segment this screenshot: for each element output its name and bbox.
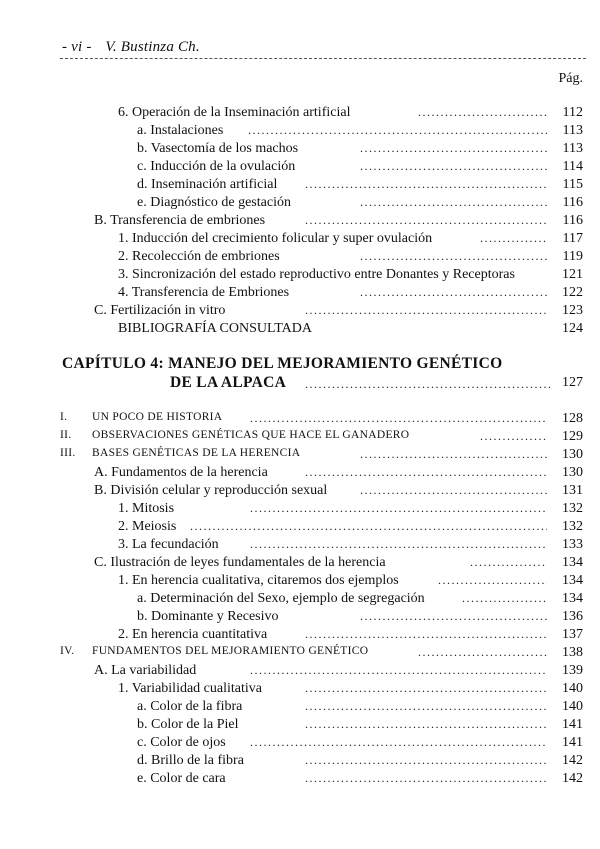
toc-entry-page: 133 <box>562 537 583 552</box>
toc-entry-label: e. Color de cara <box>137 771 226 786</box>
toc-entry-label: 2. Recolección de embriones <box>118 249 280 264</box>
toc-entry-label: B. División celular y reproducción sexual <box>94 483 328 498</box>
toc-entry <box>0 285 583 303</box>
toc-entry-page: 116 <box>562 195 583 210</box>
toc-entry <box>0 735 583 753</box>
toc-entry <box>0 159 583 177</box>
toc-entry-page: 131 <box>562 483 583 498</box>
toc-entry-page: 140 <box>562 681 583 696</box>
leader-dots <box>250 537 547 555</box>
toc-entry-label: C. Fertilización in vitro <box>94 303 226 318</box>
toc-entry-sublabel: FUNDAMENTOS DEL MEJORAMIENTO GENÉTICO <box>92 645 369 657</box>
toc-entry-label: d. Inseminación artificial <box>137 177 278 192</box>
toc-entry-label: c. Inducción de la ovulación <box>137 159 296 174</box>
toc-entry-sublabel: BASES GENÉTICAS DE LA HERENCIA <box>92 447 301 459</box>
toc-entry-page: 122 <box>562 285 583 300</box>
toc-entry-label: C. Ilustración de leyes fundamentales de la herencia <box>94 555 386 570</box>
toc-entry-page: 130 <box>562 447 583 462</box>
toc-entry <box>0 267 583 285</box>
toc-entry <box>0 663 583 681</box>
toc-entry-page: 134 <box>562 573 583 588</box>
toc-entry <box>0 537 583 555</box>
toc-entry <box>0 411 583 429</box>
toc-entry <box>0 141 583 159</box>
toc-entry <box>0 519 583 537</box>
toc-entry <box>0 321 583 339</box>
leader-dots <box>250 735 547 753</box>
toc-entry-page: 137 <box>562 627 583 642</box>
toc-entry-label: e. Diagnóstico de gestación <box>137 195 291 210</box>
toc-entry-label: d. Brillo de la fibra <box>137 753 244 768</box>
toc-entry <box>0 771 583 789</box>
toc-entry-page: 116 <box>562 213 583 228</box>
toc-entry-label: A. Fundamentos de la herencia <box>94 465 268 480</box>
toc-entry-label: B. Transferencia de embriones <box>94 213 266 228</box>
toc-entry-page: 113 <box>562 123 583 138</box>
toc-entry <box>0 123 583 141</box>
leader-dots <box>250 501 547 519</box>
toc-entry-page: 132 <box>562 501 583 516</box>
leader-dots <box>360 447 547 465</box>
toc-entry-page: 142 <box>562 771 583 786</box>
toc-entry <box>0 501 583 519</box>
toc-entry <box>0 609 583 627</box>
toc-entry-page: 134 <box>562 591 583 606</box>
leader-dots <box>248 123 547 141</box>
leader-dots <box>190 519 547 537</box>
toc-entry <box>0 591 583 609</box>
toc-entry-page: 117 <box>562 231 583 246</box>
toc-entry-page: 132 <box>562 519 583 534</box>
toc-entry-label: 1. Variabilidad cualitativa <box>118 681 262 696</box>
toc-entry-label: a. Determinación del Sexo, ejemplo de segregación <box>137 591 425 606</box>
toc-entry <box>0 429 583 447</box>
toc-entry <box>0 465 583 483</box>
chapter-title-line2: DE LA ALPACA <box>170 374 287 391</box>
leader-dots <box>305 213 547 231</box>
toc-entry <box>0 645 583 663</box>
toc-entry-label: c. Color de ojos <box>137 735 226 750</box>
toc-entry-page: 142 <box>562 753 583 768</box>
toc-entry <box>0 753 583 771</box>
header-divider <box>60 58 586 59</box>
toc-entry-label: b. Vasectomía de los machos <box>137 141 299 156</box>
toc-entry-label: 2. Meiosis <box>118 519 177 534</box>
chapter-leader-dots <box>305 375 550 393</box>
toc-entry <box>0 303 583 321</box>
toc-entry-page: 115 <box>562 177 583 192</box>
toc-entry-label: IV. <box>60 645 75 657</box>
leader-dots <box>305 627 547 645</box>
chapter-title-line1: CAPÍTULO 4: MANEJO DEL MEJORAMIENTO GENÉTICO <box>62 355 503 372</box>
toc-entry <box>0 573 583 591</box>
toc-entry <box>0 447 583 465</box>
toc-entry-page: 136 <box>562 609 583 624</box>
toc-entry-label: 1. Inducción del crecimiento folicular y super ovulación <box>118 231 433 246</box>
toc-entry-page: 141 <box>562 735 583 750</box>
leader-dots <box>480 231 547 249</box>
leader-dots <box>480 429 547 447</box>
toc-entry-page: 139 <box>562 663 583 678</box>
toc-entry <box>0 483 583 501</box>
toc-entry-page: 138 <box>562 645 583 660</box>
author: V. Bustinza Ch. <box>105 39 200 55</box>
toc-entry <box>0 627 583 645</box>
toc-entry-label: a. Instalaciones <box>137 123 224 138</box>
leader-dots <box>360 249 547 267</box>
toc-entry-label: 6. Operación de la Inseminación artificial <box>118 105 351 120</box>
toc-entry-label: 1. Mitosis <box>118 501 175 516</box>
toc-entry-page: 128 <box>562 411 583 426</box>
toc-entry-page: 140 <box>562 699 583 714</box>
toc-entry-page: 121 <box>562 267 583 282</box>
toc-entry-page: 141 <box>562 717 583 732</box>
toc-entry-page: 113 <box>562 141 583 156</box>
toc-entry <box>0 555 583 573</box>
toc-entry-label: 3. La fecundación <box>118 537 219 552</box>
toc-entry-page: 130 <box>562 465 583 480</box>
leader-dots <box>360 285 547 303</box>
leader-dots <box>305 753 547 771</box>
toc-entry-label: III. <box>60 447 76 459</box>
toc-entry <box>0 681 583 699</box>
leader-dots <box>305 681 547 699</box>
toc-entry-label: A. La variabilidad <box>94 663 197 678</box>
leader-dots <box>360 141 547 159</box>
toc-entry <box>0 231 583 249</box>
toc-entry-sublabel: OBSERVACIONES GENÉTICAS QUE HACE EL GANADERO <box>92 429 410 441</box>
leader-dots <box>360 483 547 501</box>
leader-dots <box>360 195 547 213</box>
leader-dots <box>360 159 547 177</box>
toc-entry-page: 129 <box>562 429 583 444</box>
toc-entry-label: a. Color de la fibra <box>137 699 243 714</box>
leader-dots <box>470 555 547 573</box>
toc-entry-page: 134 <box>562 555 583 570</box>
leader-dots <box>305 303 547 321</box>
toc-entry-label: I. <box>60 411 68 423</box>
leader-dots <box>250 663 547 681</box>
toc-entry-label: 4. Transferencia de Embriones <box>118 285 290 300</box>
toc-entry-page: 112 <box>562 105 583 120</box>
leader-dots <box>250 411 547 429</box>
leader-dots <box>305 771 547 789</box>
toc-entry <box>0 699 583 717</box>
leader-dots <box>418 645 547 663</box>
toc-entry <box>0 195 583 213</box>
toc-entry-label: 3. Sincronización del estado reproductivo entre Donantes y Receptoras <box>118 267 515 282</box>
toc-entry-label: b. Color de la Piel <box>137 717 239 732</box>
toc-entry-label: II. <box>60 429 72 441</box>
leader-dots <box>305 465 547 483</box>
toc-entry-page: 119 <box>562 249 583 264</box>
toc-entry <box>0 717 583 735</box>
leader-dots <box>360 609 547 627</box>
leader-dots <box>462 591 547 609</box>
toc-entry-label: 1. En herencia cualitativa, citaremos dos ejemplos <box>118 573 399 588</box>
leader-dots <box>438 573 547 591</box>
leader-dots <box>305 699 547 717</box>
toc-entry-label: BIBLIOGRAFÍA CONSULTADA <box>118 321 312 336</box>
toc-entry-page: 123 <box>562 303 583 318</box>
toc-entry-page: 114 <box>562 159 583 174</box>
page-roman: - vi - <box>62 39 92 55</box>
leader-dots <box>418 105 547 123</box>
toc-entry-sublabel: UN POCO DE HISTORIA <box>92 411 223 423</box>
chapter-page-number: 127 <box>562 375 583 390</box>
toc-entry-label: 2. En herencia cuantitativa <box>118 627 268 642</box>
leader-dots <box>305 177 547 195</box>
toc-entry-page: 124 <box>562 321 583 336</box>
toc-entry-label: b. Dominante y Recesivo <box>137 609 279 624</box>
page-column-label: Pág. <box>558 71 583 86</box>
toc-entry <box>0 213 583 231</box>
toc-entry <box>0 249 583 267</box>
toc-entry <box>0 177 583 195</box>
toc-entry <box>0 105 583 123</box>
running-header-text <box>62 39 200 56</box>
leader-dots <box>305 717 547 735</box>
